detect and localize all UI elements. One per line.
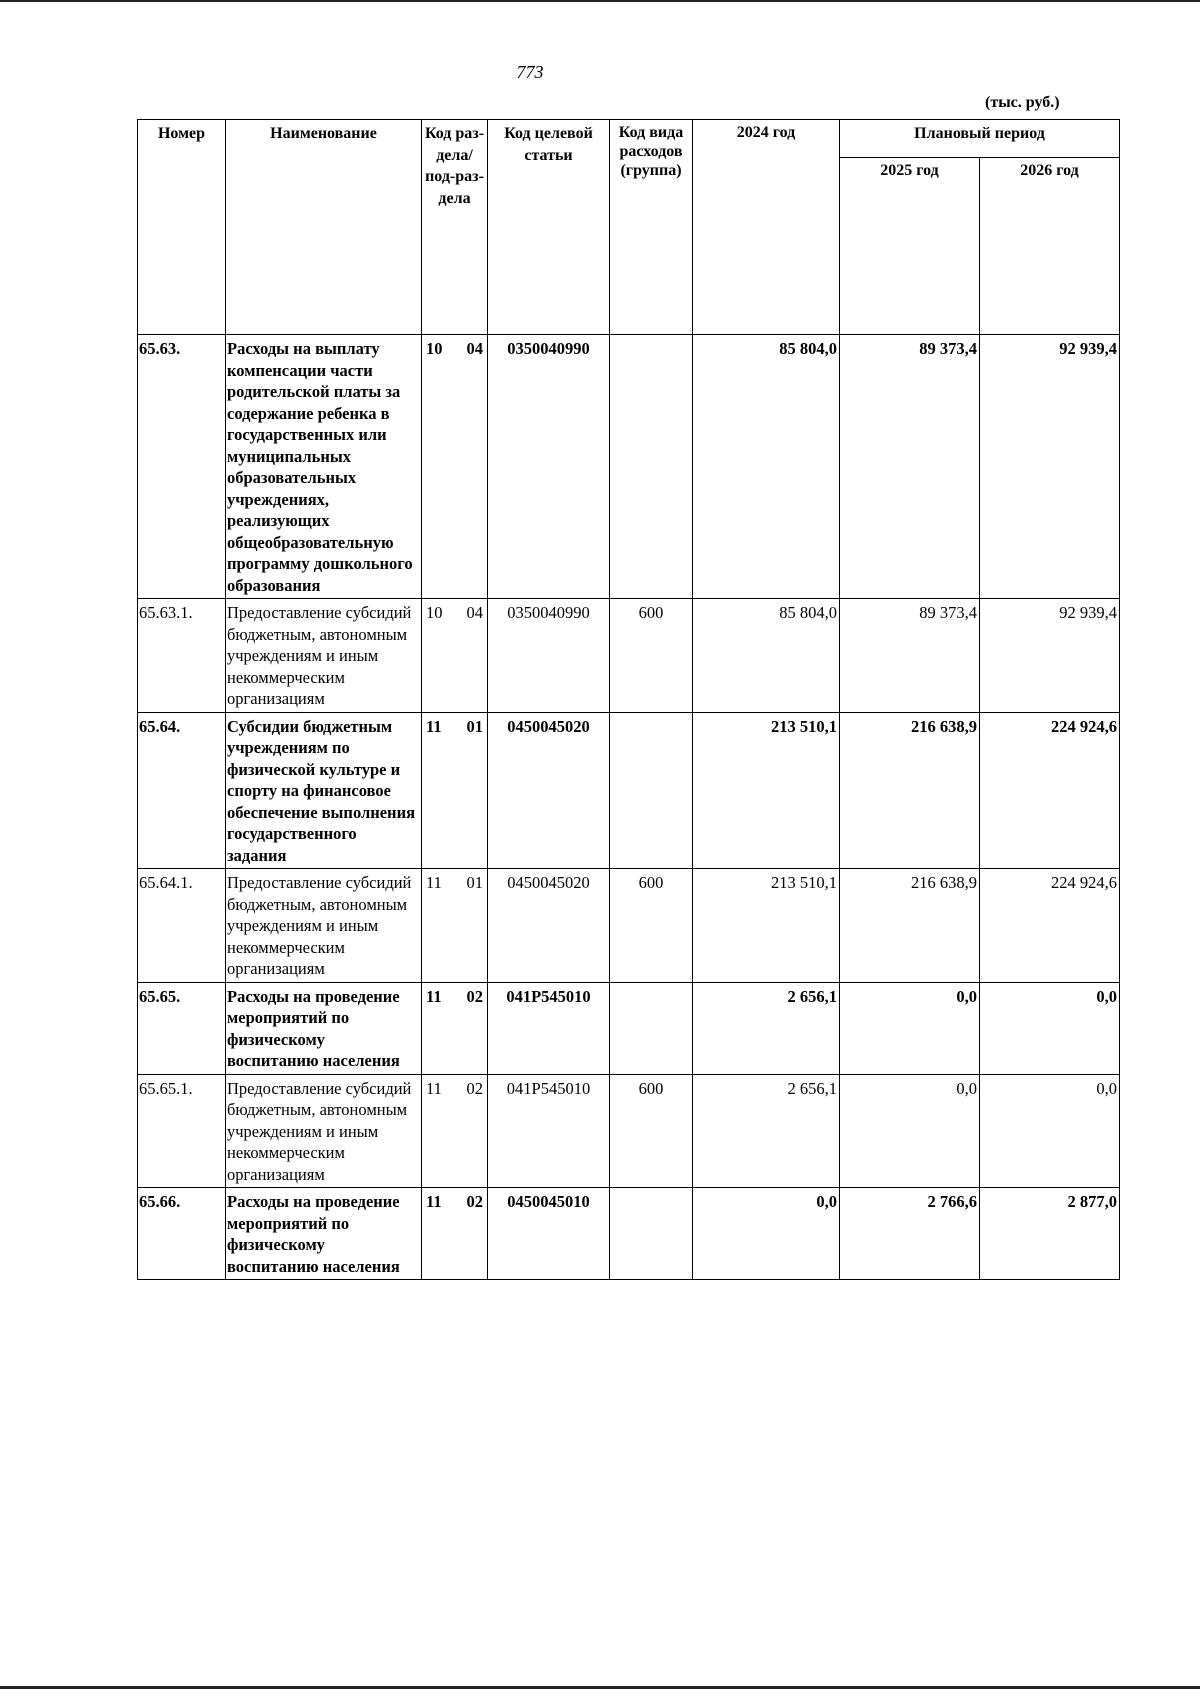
- row-number: 65.63.: [138, 335, 226, 599]
- row-expense-type: 600: [610, 869, 693, 983]
- row-amount-2025: 2 766,6: [840, 1188, 980, 1280]
- row-amount-2025: 0,0: [840, 1074, 980, 1188]
- row-name: Предоставление субсидий бюджетным, автономным учреждениям и иным некоммерческим организациям: [226, 599, 422, 713]
- scan-edge-top: [0, 0, 1200, 2]
- row-expense-type: 600: [610, 1074, 693, 1188]
- row-amount-2025: 216 638,9: [840, 869, 980, 983]
- table-row: [138, 1188, 1120, 1280]
- row-amount-2024: 213 510,1: [693, 869, 840, 983]
- row-amount-2024: 213 510,1: [693, 712, 840, 869]
- row-amount-2025: 216 638,9: [840, 712, 980, 869]
- row-razdel-code: [422, 1074, 488, 1188]
- row-amount-2026: 92 939,4: [980, 335, 1120, 599]
- row-amount-2026: 0,0: [980, 1074, 1120, 1188]
- scan-edge-bottom: [0, 1686, 1200, 1689]
- row-amount-2025: 0,0: [840, 982, 980, 1074]
- row-target-code: 0350040990: [488, 335, 610, 599]
- row-amount-2026: 224 924,6: [980, 869, 1120, 983]
- row-razdel-code: [422, 712, 488, 869]
- row-name: Предоставление субсидий бюджетным, автономным учреждениям и иным некоммерческим организациям: [226, 869, 422, 983]
- row-razdel: 11: [426, 873, 442, 892]
- row-expense-type: [610, 335, 693, 599]
- table-row: [138, 869, 1120, 983]
- row-amount-2025: 89 373,4: [840, 335, 980, 599]
- table-row: [138, 712, 1120, 869]
- row-razdel: 11: [426, 1192, 442, 1211]
- row-podrazdel: 02: [466, 1192, 483, 1211]
- row-podrazdel: 01: [466, 873, 483, 892]
- row-razdel-code: [422, 599, 488, 713]
- units-label: (тыс. руб.): [985, 94, 1060, 111]
- header-naimenovanie: Наименование: [226, 120, 422, 335]
- header-kod-celevoy: Код целевой статьи: [488, 120, 610, 335]
- row-amount-2025: 89 373,4: [840, 599, 980, 713]
- table-row: [138, 599, 1120, 713]
- row-razdel-code: [422, 1188, 488, 1280]
- row-amount-2026: 92 939,4: [980, 599, 1120, 713]
- budget-table: [137, 119, 1120, 1280]
- row-number: 65.65.1.: [138, 1074, 226, 1188]
- table-row: [138, 1074, 1120, 1188]
- row-target-code: 0450045010: [488, 1188, 610, 1280]
- row-expense-type: [610, 1188, 693, 1280]
- row-target-code: 0450045020: [488, 712, 610, 869]
- row-razdel: 11: [426, 986, 442, 1006]
- row-amount-2024: 85 804,0: [693, 335, 840, 599]
- table-body: [138, 335, 1120, 1280]
- row-expense-type: 600: [610, 599, 693, 713]
- row-name: Расходы на проведение мероприятий по физическому воспитанию населения: [226, 1188, 422, 1280]
- row-number: 65.66.: [138, 1188, 226, 1280]
- row-name: Субсидии бюджетным учреждениям по физической культуре и спорту на финансовое обеспечение выполнения государственного задания: [226, 712, 422, 869]
- row-podrazdel: 04: [466, 339, 483, 358]
- row-amount-2024: 2 656,1: [693, 1074, 840, 1188]
- table-row: [138, 982, 1120, 1074]
- header-2024: 2024 год: [693, 120, 840, 335]
- row-number: 65.64.: [138, 712, 226, 869]
- row-podrazdel: 04: [466, 603, 483, 622]
- row-amount-2024: 85 804,0: [693, 599, 840, 713]
- row-number: 65.65.: [138, 982, 226, 1074]
- table-header: [138, 120, 1120, 335]
- row-number: 65.63.1.: [138, 599, 226, 713]
- row-target-code: 041P545010: [488, 982, 610, 1074]
- header-2025: 2025 год: [840, 158, 980, 335]
- page-number: 773: [516, 62, 544, 82]
- row-name: Предоставление субсидий бюджетным, автономным учреждениям и иным некоммерческим организациям: [226, 1074, 422, 1188]
- row-amount-2026: 224 924,6: [980, 712, 1120, 869]
- row-amount-2026: 2 877,0: [980, 1188, 1120, 1280]
- header-kod-vida: Код вида расходов (группа): [610, 120, 693, 335]
- row-name: Расходы на выплату компенсации части родительской платы за содержание ребенка в государственных или муниципальных образовательных учреждениях, реализующих общеобразовательную программу дошкольного образования: [226, 335, 422, 599]
- row-razdel: 11: [426, 1078, 442, 1098]
- header-planovy-period: Плановый период: [840, 120, 1120, 158]
- row-target-code: 0450045020: [488, 869, 610, 983]
- row-razdel: 10: [426, 339, 443, 358]
- row-amount-2024: 2 656,1: [693, 982, 840, 1074]
- row-expense-type: [610, 712, 693, 869]
- row-name: Расходы на проведение мероприятий по физическому воспитанию населения: [226, 982, 422, 1074]
- table-row: [138, 335, 1120, 599]
- header-kod-razdela: Код раз-дела/ под-раз-дела: [422, 120, 488, 335]
- row-expense-type: [610, 982, 693, 1074]
- row-razdel-code: [422, 982, 488, 1074]
- row-amount-2026: 0,0: [980, 982, 1120, 1074]
- row-number: 65.64.1.: [138, 869, 226, 983]
- row-amount-2024: 0,0: [693, 1188, 840, 1280]
- header-2026: 2026 год: [980, 158, 1120, 335]
- row-podrazdel: 02: [466, 1078, 483, 1098]
- row-razdel: 10: [426, 603, 443, 622]
- row-razdel: 11: [426, 716, 442, 736]
- row-razdel-code: [422, 869, 488, 983]
- header-nomer: Номер: [138, 120, 226, 335]
- row-podrazdel: 02: [466, 986, 483, 1006]
- row-podrazdel: 01: [466, 716, 483, 736]
- row-razdel-code: [422, 335, 488, 599]
- row-target-code: 041P545010: [488, 1074, 610, 1188]
- row-target-code: 0350040990: [488, 599, 610, 713]
